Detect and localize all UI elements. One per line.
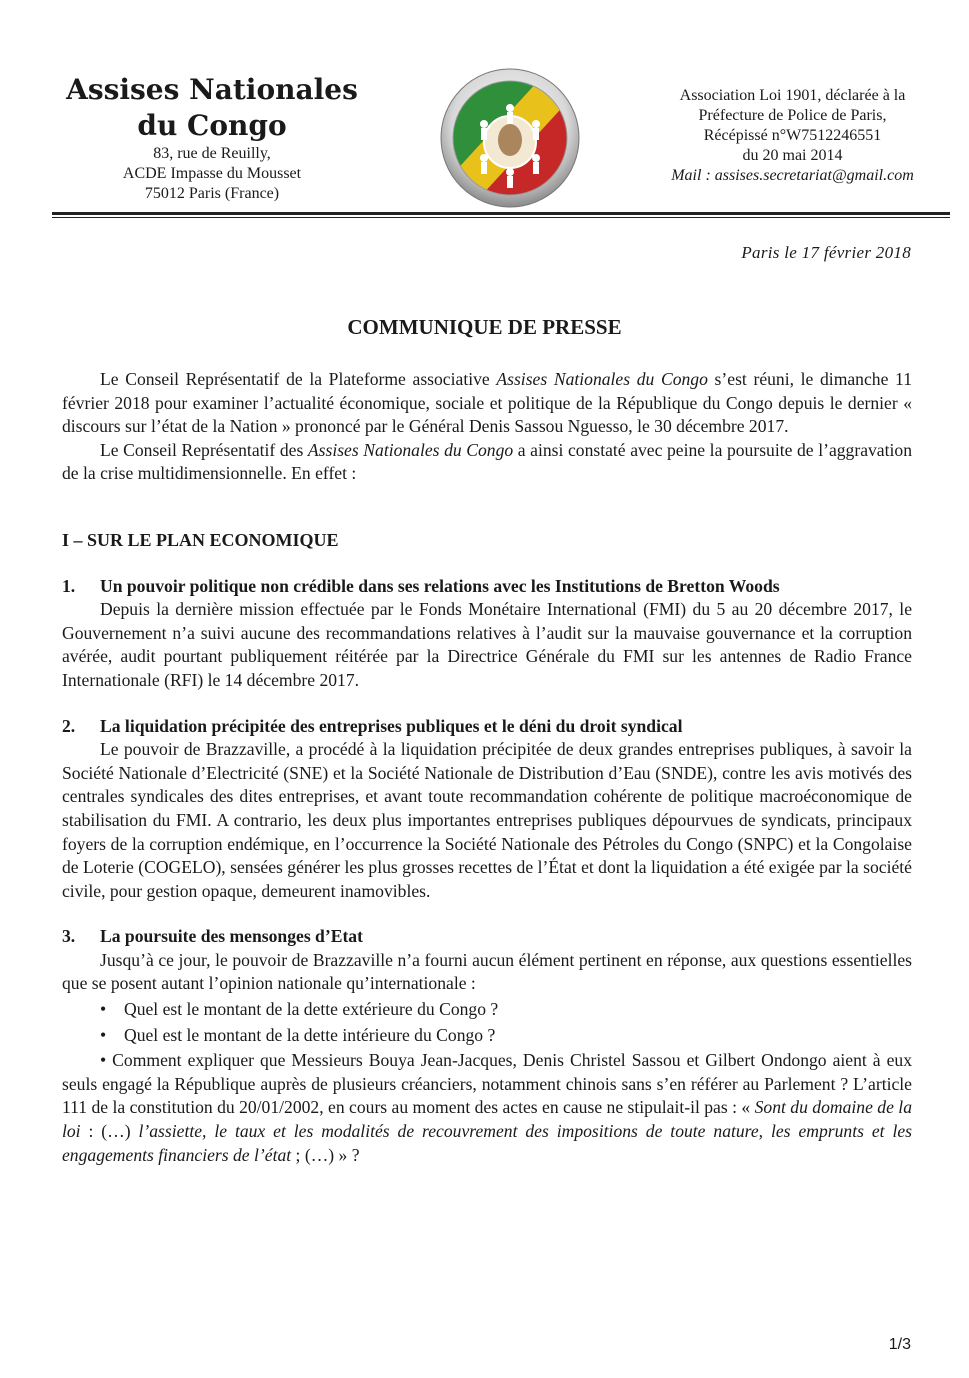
header-divider-thin xyxy=(52,217,950,218)
intro-paragraph-2: Le Conseil Représentatif des Assises Nationales du Congo a ainsi constaté avec peine la poursuite de l’aggravation de la crise multidimensionnelle. En effet : xyxy=(62,439,912,484)
subsection-1-text: Depuis la dernière mission effectuée par le Fonds Monétaire International (FMI) du 5 au 20 décembre 2017, le Gouvernement n’a suivi aucune des recommandations relatives à l’audit sur la mauvaise gouvernance et la corruption avérée, audit pourtant publiquement réitérée par la Directrice Générale du FMI sur les antennes de Radio France Internationale (RFI) le 14 décembre 2017. xyxy=(62,599,912,690)
address-line2: ACDE Impasse du Mousset xyxy=(122,165,302,182)
header-divider-thick xyxy=(52,212,950,215)
list-item: • Quel est le montant de la dette extérieure du Congo ? xyxy=(62,998,912,1022)
document-title: COMMUNIQUE DE PRESSE xyxy=(347,315,622,339)
organization-name xyxy=(52,72,372,144)
association-info xyxy=(640,86,945,186)
org-name-line1: Assises Nationales xyxy=(66,73,358,106)
subsection-2-text: Le pouvoir de Brazzaville, a procédé à la liquidation précipitée de deux grandes entreprises publiques, à savoir la Société Nationale d’Electricité (SNE) et la Société Nationale de Distribution d’Eau (SNDE), contre les avis motivés des centrales syndicales des dites entreprises, et avant toute recommandation cohérente de politique macroéconomique de stabilisation du FMI. A contrario, les deux plus importantes entreprises publiques dépourvues de syndicats, principaux foyers de la corruption endémique, en l’occurrence la Société Nationale des Pétroles du Congo (SNPC) et la Congolaise de Loterie (COGELO), sensées générer les plus grosses recettes de l’État et dont la liquidation a été exigée par la société civile, pour gestion opaque, demeurent inamovibles. xyxy=(62,739,912,901)
subsection-1-heading: 1. Un pouvoir politique non crédible dans ses relations avec les Institutions de Bretton Woods xyxy=(62,575,780,596)
circle-of-people-logo xyxy=(440,68,580,208)
subsection-2-heading: 2. La liquidation précipitée des entreprises publiques et le déni du droit syndical xyxy=(62,715,683,736)
list-item-long: • Comment expliquer que Messieurs Bouya Jean-Jacques, Denis Christel Sassou et Gilbert Ondongo aient à eux seuls engagé la République auprès de plusieurs créanciers, notamment chinois sans s’en référer au Parlement ? L’article 111 de la constitution du 20/01/2002, en cours au moment des actes en cause ne stipulait-il pas : « Sont du domaine de la loi : (…) l’assiette, le taux et les modalités de recouvrement des impositions de toute nature, les emprunts et les engagements financiers de l’état ; (…) » ? xyxy=(62,1050,913,1165)
list-item: • Quel est le montant de la dette intérieure du Congo ? xyxy=(62,1024,912,1048)
address-line3: 75012 Paris (France) xyxy=(144,185,280,202)
page-number: 1/3 xyxy=(888,1336,911,1353)
address-line1: 83, rue de Reuilly, xyxy=(153,145,271,162)
assoc-line4: du 20 mai 2014 xyxy=(742,147,843,164)
assoc-line2: Préfecture de Police de Paris, xyxy=(698,107,887,124)
section-heading: I – SUR LE PLAN ECONOMIQUE xyxy=(62,529,339,550)
contact-email: Mail : assises.secretariat@gmail.com xyxy=(671,167,914,184)
organization-address xyxy=(52,144,372,204)
assoc-line1: Association Loi 1901, déclarée à la xyxy=(679,87,906,104)
question-list xyxy=(62,998,912,1047)
intro-paragraph-1: Le Conseil Représentatif de la Plateforme associative Assises Nationales du Congo s’est réuni, le dimanche 11 février 2018 pour examiner l’actualité économique, sociale et politique de la République du Congo depuis le dernier « discours sur l’état de la Nation » prononcé par le Général Denis Sassou Nguesso, le 30 décembre 2017. xyxy=(62,369,912,437)
subsection-3-heading: 3. La poursuite des mensonges d’Etat xyxy=(62,926,363,947)
document-body xyxy=(62,368,912,1167)
assoc-line3: Récépissé n°W7512246551 xyxy=(703,127,882,144)
subsection-3-text: Jusqu’à ce jour, le pouvoir de Brazzaville n’a fourni aucun élément pertinent en réponse, aux questions essentielles que se posent autant l’opinion nationale qu’internationale : xyxy=(62,949,912,994)
document-date: Paris le 17 février 2018 xyxy=(741,243,911,262)
org-name-line2: du Congo xyxy=(137,109,287,142)
